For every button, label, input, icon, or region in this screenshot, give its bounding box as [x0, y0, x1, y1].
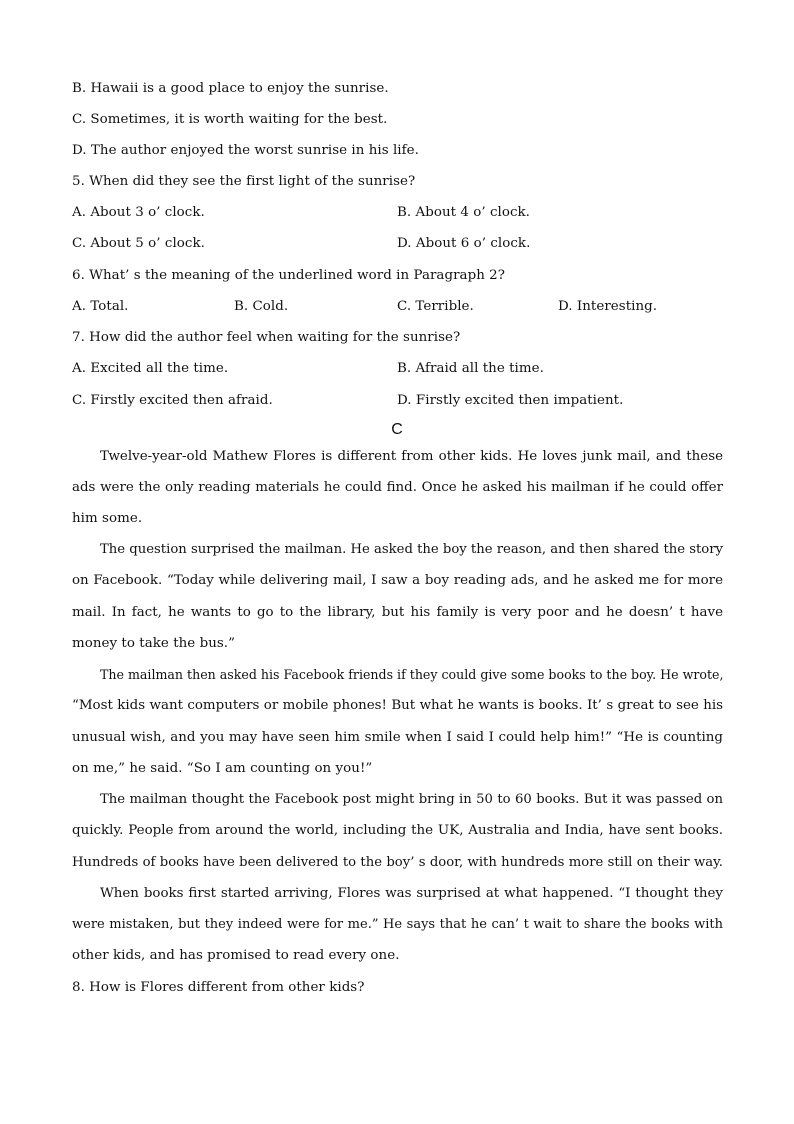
passage-line: ads were the only reading materials he could find. Once he asked his mailman if he could offer [72, 480, 723, 495]
passage-line: quickly. People from around the world, including the UK, Australia and India, have sent books. [72, 823, 723, 838]
passage-line: When books first started arriving, Flores was surprised at what happened. “I thought they [100, 886, 723, 901]
passage-line: unusual wish, and you may have seen him smile when I said I could help him!” “He is counting [72, 730, 723, 745]
passage-line: were mistaken, but they indeed were for me.” He says that he can’ t wait to share the books with [72, 917, 723, 932]
passage-line: The question surprised the mailman. He asked the boy the reason, and then shared the story [100, 542, 723, 557]
passage-line: mail. In fact, he wants to go to the library, but his family is very poor and he doesn’ t have [72, 605, 723, 620]
q7-option-c: C. Firstly excited then afraid. [72, 393, 273, 408]
q4-option-c: C. Sometimes, it is worth waiting for the best. [72, 112, 388, 127]
q5-option-c: C. About 5 o’ clock. [72, 236, 205, 251]
q5-option-b: B. About 4 o’ clock. [397, 205, 530, 220]
q7-stem: 7. How did the author feel when waiting for the sunrise? [72, 330, 461, 345]
passage-line: him some. [72, 511, 143, 526]
q6-option-a: A. Total. [72, 299, 129, 314]
q5-option-d: D. About 6 o’ clock. [397, 236, 531, 251]
q5-option-a: A. About 3 o’ clock. [72, 205, 205, 220]
passage-line: other kids, and has promised to read every one. [72, 948, 400, 963]
passage-line: The mailman then asked his Facebook friends if they could give some books to the boy. He wrote, [100, 667, 724, 682]
passage-line: Hundreds of books have been delivered to the boy’ s door, with hundreds more still on their way. [72, 855, 723, 870]
section-heading: C [391, 421, 403, 438]
q5-stem: 5. When did they see the first light of the sunrise? [72, 174, 416, 189]
q7-option-d: D. Firstly excited then impatient. [397, 393, 624, 408]
passage-line: “Most kids want computers or mobile phones! But what he wants is books. It’ s great to see his [72, 698, 723, 713]
q6-option-d: D. Interesting. [558, 299, 658, 314]
passage-line: on me,” he said. “So I am counting on you!” [72, 761, 373, 776]
passage-line: money to take the bus.” [72, 636, 235, 651]
passage-line: on Facebook. “Today while delivering mail, I saw a boy reading ads, and he asked me for more [72, 573, 723, 588]
q6-option-b: B. Cold. [234, 299, 289, 314]
q8-stem: 8. How is Flores different from other kids? [72, 980, 365, 995]
q4-option-b: B. Hawaii is a good place to enjoy the sunrise. [72, 81, 389, 96]
q7-option-b: B. Afraid all the time. [397, 361, 544, 376]
q6-option-c: C. Terrible. [397, 299, 474, 314]
passage-line: Twelve-year-old Mathew Flores is different from other kids. He loves junk mail, and these [100, 449, 723, 464]
q6-stem: 6. What’ s the meaning of the underlined word in Paragraph 2? [72, 268, 505, 283]
q7-option-a: A. Excited all the time. [72, 361, 229, 376]
q4-option-d: D. The author enjoyed the worst sunrise in his life. [72, 143, 419, 158]
passage-line: The mailman thought the Facebook post might bring in 50 to 60 books. But it was passed on [100, 792, 723, 807]
